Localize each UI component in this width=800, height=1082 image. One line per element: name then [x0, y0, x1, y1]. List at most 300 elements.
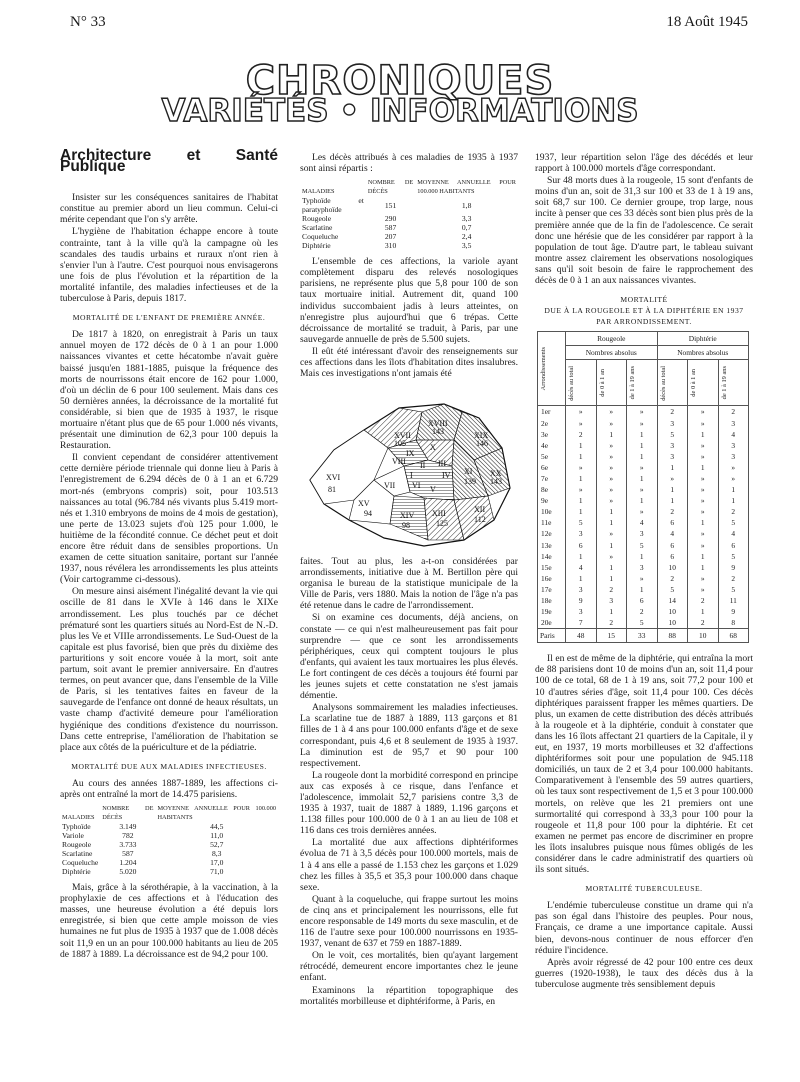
table-cell: 3 — [566, 528, 597, 539]
arrondissement-label: 14e — [538, 551, 566, 562]
map-value: 139 — [464, 477, 476, 486]
table-cell: » — [688, 451, 719, 462]
col-label: décès au total — [568, 365, 575, 401]
table-cell: 10 — [657, 562, 688, 573]
map-value: 105 — [394, 439, 406, 448]
total-cell: 48 — [566, 629, 597, 643]
total-cell: 68 — [718, 629, 749, 643]
table-cell: 1 — [657, 484, 688, 495]
table-cell: » — [688, 484, 719, 495]
table-row — [538, 495, 749, 506]
table-cell: 2 — [718, 573, 749, 584]
table-cell: 5 — [627, 617, 658, 629]
table-cell: 1 — [596, 606, 627, 617]
table-cell: 1 — [627, 440, 658, 451]
table-cell: » — [627, 484, 658, 495]
table-cell: 1 — [688, 551, 719, 562]
arrondissement-label: 9e — [538, 495, 566, 506]
col2-paragraph-1: L'ensemble de ces affections, la variole ayant complètement disparu des relevés nosologiques parisiens, ne représente plus que 5,8 pour 100 de son taux mortuaire initial. Autrement dit, quand 100 individus succombaient jadis à leurs atteintes, on n'enregistre plus aujourd'hui que 6 trépas. Cette décroissance de mortalité se traduit, à Paris, par une sauvegarde annuelle de près de 5.500 sujets. — [300, 256, 518, 345]
table-cell: 2 — [596, 617, 627, 629]
sub-nombres-diphterie: Nombres absolus — [657, 346, 749, 360]
column-1 — [60, 147, 278, 961]
arrondissement-label: 15e — [538, 562, 566, 573]
table-cell: » — [688, 440, 719, 451]
table-cell: 5.020 — [119, 867, 137, 877]
table-cell: » — [596, 551, 627, 562]
table-cell: 2 — [718, 506, 749, 517]
table-cell: 3 — [627, 528, 658, 539]
tb-paragraph-2: Après avoir régressé de 42 pour 100 entre ces deux guerres (1920-1938), le taux des décès dus à la tuberculose augmente très sensiblement depuis — [535, 956, 753, 990]
table-cell: » — [596, 528, 627, 539]
table-cell: 2 — [718, 406, 749, 418]
table-cell: 3 — [566, 606, 597, 617]
map-label: XIII — [432, 509, 446, 518]
table-cell: 1 — [627, 551, 658, 562]
table-cell: 1 — [566, 495, 597, 506]
col-label: décès au total — [659, 365, 667, 401]
table-cell: 6 — [566, 540, 597, 551]
col2-after-map-8: Examinons la répartition topographique des mortalités morbilleuse et diphtériforme, à Paris, en — [300, 984, 518, 1007]
table-cell: » — [688, 418, 719, 429]
table-cell: 3 — [718, 440, 749, 451]
table-header: MOYENNE ANNUELLE POUR 100.000 HABITANTS — [417, 179, 516, 196]
table-cell: 1 — [596, 506, 627, 517]
map-label: XVIII — [428, 419, 448, 428]
table-cell: 1 — [718, 484, 749, 495]
table-cell: 1 — [596, 429, 627, 440]
table-row — [538, 617, 749, 629]
table-cell: Coqueluche — [62, 858, 99, 868]
table-cell: Coqueluche — [302, 232, 339, 242]
table-cell: 8,3 — [211, 849, 222, 859]
group-diphterie: Diphtérie — [657, 332, 749, 346]
masthead-varietes: VARIÉTÉS • INFORMATIONS — [161, 93, 639, 129]
table-cell: 1 — [566, 473, 597, 484]
table-cell: 3 — [627, 562, 658, 573]
table-cell: 1 — [566, 551, 597, 562]
table-row — [538, 418, 749, 429]
col3-after-table: Il en est de même de la diphtérie, qui entraîna la mort de 88 parisiens dont 10 de moins d'un an, soit 11,4 pour 100 de ce total, 68 de 1 à 19 ans, soit 77,2 pour 100 et 10 d'autres séries d'âge, soit 11,4 pour 100. Ces décès diphtériques paraissent frapper les mêmes quartiers. De plus, un examen de cette distribution des décès attribués à la rougeole et à la diphtérie, conduit à constater que dans les 16 îlots affectant 21 quartiers de la Capitale, il y eut, en 1937, 19 morts morbilleuses et 32 d'affections diphtériformes soit pour une population de 945.118 domiciliés, un taux de 2 et 3,4 pour 100.000 habitants. Comparativement à l'ensemble des 59 autres quartiers, où les taux sont respectivement de 1,5 et 3 pour 100.000 mortels, on relève que les 21 premiers ont une surmortalité qui correspond à 33,3 pour 100 pour la rougeole et 11,8 pour 100 pour la diphtérie. Et cet examen ne permet pas encore de discriminer en propre les îlots insalubres puisque nous fûmes obligés de les considérer dans le cadre administratif des quartiers où ils sont situés. — [535, 653, 753, 876]
table-cell: » — [688, 528, 719, 539]
intro-paragraph-2: L'hygiène de l'habitation échappe encore à toute contrainte, tant à la ville qu'à la campagne où les scandales des taudis urbains et ruraux n'ont rien à s'envier l'un à l'autre. C'est pourquoi nous envisagerons une fois de plus l'évolution et la répartition de la mortalité infantile, des maladies infectieuses et de la tuberculose à Paris, depuis 1817. — [60, 226, 278, 305]
table-cell: 2 — [596, 584, 627, 595]
table-cell: 1 — [718, 495, 749, 506]
table-cell: » — [627, 418, 658, 429]
table-cell: » — [688, 584, 719, 595]
table-cell: 1 — [566, 440, 597, 451]
table-cell: 9 — [718, 606, 749, 617]
table-cell: 1 — [566, 506, 597, 517]
table-cell: » — [566, 418, 597, 429]
map-value: 146 — [476, 439, 488, 448]
col-label: de 0 à 1 an — [690, 369, 697, 397]
table-cell: 1 — [627, 584, 658, 595]
table-cell: Typhoïde — [62, 822, 91, 832]
section-heading-infectious: MORTALITÉ DUE AUX MALADIES INFECTIEUSES. — [71, 761, 267, 771]
issue-date: 18 Août 1945 — [666, 14, 748, 30]
col-arrondissements: Arrondissements — [540, 347, 547, 391]
table-cell: » — [627, 462, 658, 473]
map-value: 143 — [432, 427, 444, 436]
infectious-paragraph: Au cours des années 1887-1889, les affections ci-après ont entraîné la mort de 14.475 parisiens. — [60, 777, 278, 800]
table-cell: 7 — [566, 617, 597, 629]
table-cell: 1 — [688, 462, 719, 473]
table-cell: 2 — [657, 573, 688, 584]
table-1887-1889 — [60, 804, 278, 876]
map-label: VI — [412, 481, 421, 490]
table-cell: 1 — [688, 562, 719, 573]
map-label: XX — [490, 469, 502, 478]
table-row — [538, 573, 749, 584]
column-2-top — [300, 152, 518, 380]
map-value: 112 — [474, 515, 486, 524]
arrondissement-label: 2e — [538, 418, 566, 429]
table-cell: 4 — [718, 429, 749, 440]
table-cell: 5 — [657, 584, 688, 595]
table-header: NOMBRE DE DÉCÈS — [102, 805, 154, 822]
table-row — [538, 528, 749, 539]
table-cell: 290 — [384, 214, 397, 224]
map-label: VII — [384, 481, 396, 490]
arrondissement-label: 6e — [538, 462, 566, 473]
table-row — [300, 232, 518, 241]
table-row — [300, 241, 518, 250]
table-cell: 782 — [122, 831, 134, 841]
table-cell: » — [688, 495, 719, 506]
table-cell: 2 — [627, 606, 658, 617]
total-row — [538, 629, 749, 643]
table-cell: » — [596, 406, 627, 418]
table-cell: 1 — [657, 495, 688, 506]
map-label: IX — [406, 449, 415, 458]
total-cell: 33 — [627, 629, 658, 643]
table-cell: 3 — [566, 584, 597, 595]
arrondissement-label: 4e — [538, 440, 566, 451]
arrondissement-label: 17e — [538, 584, 566, 595]
table-title-line-2: DUE À LA ROUGEOLE ET À LA DIPHTÉRIE EN 1937 — [544, 306, 744, 316]
table-cell: » — [688, 540, 719, 551]
intro-paragraph-1: Insister sur les conséquences sanitaires de l'habitat constitue au premier abord un lieu commun. Celui-ci mérite cependant que l'on s'y arrête. — [60, 192, 278, 226]
col2-after-map-1: faites. Tout au plus, les a-t-on considérées par arrondissements, initiative due à M. Bertillon père qui organisa le bureau de la statistique municipale de la Ville de Paris, vers 1880. Mais la notion de l'âge n'a pas été retenue dans le cadre de l'arrondissement. — [300, 556, 518, 612]
infant-paragraph-3: On mesure ainsi aisément l'inégalité devant la vie qui oscille de 81 dans le XVIe à 146 dans le XIXe arrondissement. Les plus touchés par ce déchet prématuré sont les quartiers situés au Nord-Est de N.-D. plus les Ve et VIIIe arrondissements. Le Sud-Ouest de la capitale est plus favorisé, bien que près du dixième des parturitions y soit encore vouée à la mort, soit ante partum, soit avant le premier anniversaire. En d'autres termes, on peut avancer que, dans l'ensemble de la Ville de Paris, si les tentatives faites en faveur de la sauvegarde de l'enfance ont donné de heaux résultats, un vaste champ d'activité demeure pour l'amélioration hygiénique des conditions d'existence du nourrisson. Dans cette entreprise, l'amélioration de l'habitation se place aux côtés de la puériculture et de la pédiatrie. — [60, 586, 278, 753]
table-cell: 2 — [688, 617, 719, 629]
table-cell: » — [688, 473, 719, 484]
paris-cartogram — [304, 400, 516, 550]
table-cell: 1,8 — [461, 200, 472, 210]
arrondissement-label: 11e — [538, 517, 566, 528]
table-cell: 3.733 — [119, 840, 137, 850]
table-cell: 3 — [657, 440, 688, 451]
table-row — [538, 584, 749, 595]
table-row — [300, 214, 518, 223]
arrondissement-label: 20e — [538, 617, 566, 629]
table-cell: 2 — [657, 406, 688, 418]
table-cell: 6 — [657, 517, 688, 528]
table-cell: Scarlatine — [62, 849, 93, 859]
table-cell: 4 — [627, 517, 658, 528]
table-row — [60, 831, 278, 840]
table-cell: 3 — [657, 418, 688, 429]
table-cell: 52,7 — [210, 840, 224, 850]
arrondissement-label: 16e — [538, 573, 566, 584]
map-label: II — [420, 461, 426, 470]
table-cell: 587 — [384, 223, 397, 233]
table-cell: 1 — [596, 562, 627, 573]
col2-paragraph-2: Il eût été intéressant d'avoir des renseignements sur ces affections dans les îlots d'habitation dites insalubres. Mais ces investigations n'ont jamais été — [300, 345, 518, 380]
table-row — [538, 473, 749, 484]
table-cell: 9 — [566, 595, 597, 606]
section-heading-tuberculose: MORTALITÉ TUBERCULEUSE. — [585, 884, 703, 894]
table-row — [60, 858, 278, 867]
table-cell: 8 — [718, 617, 749, 629]
table-cell: 4 — [566, 562, 597, 573]
table-cell: 5 — [718, 517, 749, 528]
table-cell: » — [688, 506, 719, 517]
col2-intro: Les décès attribués à ces maladies de 1935 à 1937 sont ainsi répartis : — [300, 152, 518, 175]
table-cell: 1 — [566, 573, 597, 584]
arrondissement-label: 10e — [538, 506, 566, 517]
table-cell: » — [627, 506, 658, 517]
table-cell: 1 — [657, 462, 688, 473]
table-header: MOYENNE ANNUELLE POUR 100.000 HABITANTS — [157, 805, 276, 822]
total-cell: 88 — [657, 629, 688, 643]
table-cell: 17,0 — [210, 858, 224, 868]
table-cell: » — [718, 473, 749, 484]
map-label: X — [430, 443, 436, 452]
table-cell: 1 — [627, 451, 658, 462]
table-cell: 11 — [718, 595, 749, 606]
table-cell: » — [596, 462, 627, 473]
map-value: 94 — [364, 509, 372, 518]
table-cell: 4 — [718, 528, 749, 539]
arrondissement-label: 12e — [538, 528, 566, 539]
table-cell: Rougeole — [62, 840, 92, 850]
table-cell: 1 — [596, 517, 627, 528]
table-row — [60, 840, 278, 849]
table-cell: » — [627, 406, 658, 418]
table-cell: 3 — [657, 451, 688, 462]
table-cell: 6 — [718, 540, 749, 551]
table-row — [300, 223, 518, 232]
table-header: MALADIES — [62, 814, 95, 822]
table-header: MALADIES — [302, 188, 335, 196]
table-cell: » — [596, 473, 627, 484]
map-label: XIV — [400, 511, 415, 520]
map-label: V — [430, 485, 436, 494]
table-row — [60, 867, 278, 876]
table-cell: Rougeole — [302, 214, 332, 224]
table-row — [538, 562, 749, 573]
tb-paragraph-1: L'endémie tuberculeuse constitue un drame qui n'a pas son égal dans l'histoire des peuples. Pour nous, Français, ce drame a une importance capitale. Aussi bien, devons-nous continuer de nous efforcer d'en réduire l'incidence. — [535, 900, 753, 956]
table-row — [538, 517, 749, 528]
group-rougeole: Rougeole — [566, 332, 658, 346]
table-cell: 3 — [718, 451, 749, 462]
table-cell: 5 — [566, 517, 597, 528]
table-cell: Diphtérie — [62, 867, 91, 877]
total-cell: 15 — [596, 629, 627, 643]
table-cell: » — [627, 573, 658, 584]
col2-after-map-4: La rougeole dont la morbidité correspond en principe aux cas exposés à ce risque, dans l'enfance et l'adolescence, immolait 52,7 parisiens contre 3,3 de 1935 à 1937, tuait de 1887 à 1889, 1.196 garçons et 1.138 filles pour 100.000 de 0 à 1 an au lieu de 108 et 116 dans ces trois dernières années. — [300, 769, 518, 837]
table-cell: 44,5 — [210, 822, 224, 832]
table-1935-1937 — [300, 178, 518, 250]
col2-after-map-3: Analysons sommairement les maladies infectieuses. La scarlatine tue de 1887 à 1889, 113 garçons et 81 filles de 1 à 4 ans pour 100.000 enfants d'âge et de sexe correspondant, puis 4,6 et 8 seulement de 1935 à 1937. La diminution est de 95,7 et 90 pour 100 respectivement. — [300, 702, 518, 769]
table-cell: 2 — [657, 506, 688, 517]
table-cell: 71,0 — [210, 867, 224, 877]
table-cell: Variole — [62, 831, 84, 841]
table-cell: 207 — [384, 232, 397, 242]
total-label: Paris — [538, 629, 566, 643]
table-row — [60, 822, 278, 831]
table-cell: » — [718, 462, 749, 473]
table-row — [538, 551, 749, 562]
table-row — [538, 462, 749, 473]
sub-nombres-rougeole: Nombres absolus — [566, 346, 658, 360]
table-row — [538, 606, 749, 617]
table-cell: 9 — [718, 562, 749, 573]
table-header: NOMBRE DE DÉCÈS — [367, 179, 414, 196]
table-row — [538, 595, 749, 606]
table-cell: 11,0 — [210, 831, 224, 841]
table-cell: 3,5 — [461, 241, 472, 251]
map-label: XI — [464, 467, 473, 476]
col-label: de 1 à 19 ans — [629, 366, 636, 400]
table-row — [538, 540, 749, 551]
table-cell: 10 — [657, 617, 688, 629]
table-row — [300, 196, 518, 214]
table-cell: » — [688, 573, 719, 584]
table-cell: 5 — [627, 540, 658, 551]
table-row — [538, 484, 749, 495]
map-label: IV — [442, 471, 451, 480]
table-cell: Scarlatine — [302, 223, 333, 233]
table-cell: 1 — [596, 540, 627, 551]
table-cell: 151 — [384, 200, 397, 210]
table-row — [538, 440, 749, 451]
col-label: de 0 à 1 an — [598, 369, 606, 397]
table-cell: » — [596, 495, 627, 506]
table-row — [538, 506, 749, 517]
table-row — [538, 406, 749, 418]
arrondissement-label: 3e — [538, 429, 566, 440]
arrondissement-label: 1er — [538, 406, 566, 418]
table-cell: 2,4 — [461, 232, 472, 242]
map-label: XVII — [394, 431, 411, 440]
map-label: VIII — [392, 457, 406, 466]
total-cell: 10 — [688, 629, 719, 643]
rougeole-diphterie-table — [537, 331, 749, 643]
table-cell: » — [596, 484, 627, 495]
table-cell: 2 — [688, 595, 719, 606]
table-cell: 3 — [718, 418, 749, 429]
table-cell: 1 — [688, 517, 719, 528]
col2-after-map-6: Quant à la coqueluche, qui frappe surtout les moins de cinq ans et principalement les nourrissons, elle fut encore responsable de 149 morts du sexe masculin, et de 116 de l'autre sexe pour 100.000 nourrissons en 1935-1937, venant de 637 et 759 en 1887-1889. — [300, 893, 518, 950]
table-row — [538, 451, 749, 462]
map-label: XV — [358, 499, 370, 508]
map-value: 98 — [402, 521, 410, 530]
column-3 — [535, 152, 753, 991]
col2-after-map-5: La mortalité due aux affections diphtériformes évolua de 71 à 3,5 décès pour 100.000 mortels, mais de 1 à 4 ans elle a passé de 1.153 chez les garçons et 1.029 chez les filles à 35,5 et 35,3 pour 100.000 dans chaque sexe. — [300, 837, 518, 893]
table-cell: 10 — [657, 606, 688, 617]
table-title-line-3: PAR ARRONDISSEMENT. — [596, 317, 692, 327]
table-cell: » — [596, 418, 627, 429]
table-row — [60, 849, 278, 858]
table-cell: 1 — [596, 573, 627, 584]
arrondissement-label: 19e — [538, 606, 566, 617]
table-cell: 1 — [627, 429, 658, 440]
table-cell: 3.149 — [119, 822, 137, 832]
table-cell: » — [596, 451, 627, 462]
infant-paragraph-1: De 1817 à 1820, on enregistrait à Paris un taux annuel moyen de 172 décès de 0 à 1 an pour 1.000 naissances vivantes et cette hécatombe n'avait guère baissé jusqu'en 1881-1885, puisque la fréquence des morts de nourrissons était encore de 162 pour 1.000, d'où un déclin de 6 pour 100 seulement. Mais dans ces 50 dernières années, la décroissance de la mortalité fut considérable, si bien que de 1935 à 1937, le risque mortuaire n'étant plus que de 65 pour 1.000 nés vivants, présentait une diminution de 62,3 pour 100 depuis la Restauration. — [60, 329, 278, 452]
table-cell: 6 — [657, 540, 688, 551]
issue-number: N° 33 — [70, 14, 106, 30]
map-value: 143 — [490, 477, 502, 486]
table-cell: » — [596, 440, 627, 451]
map-label: III — [438, 459, 446, 468]
arrondissement-label: 5e — [538, 451, 566, 462]
table-cell: » — [657, 473, 688, 484]
table-cell: 1 — [627, 473, 658, 484]
map-label: I — [410, 471, 413, 480]
table-row — [538, 429, 749, 440]
map-label: XIX — [474, 431, 489, 440]
col2-after-map-2: Si on examine ces documents, déjà anciens, on constate — ce qui n'est malheureusement pas fait pour surprendre — que ce sont les arrondissements périphériques, ceux qui comptent toujours le plus d'enfants, qui avaient les taux mortuaires les plus élevés. Le fort contingent de ces décès a toujours été fourni par les jeunes sujets et cette constatation ne s'est jamais démentie. — [300, 612, 518, 702]
table-cell: 1 — [566, 451, 597, 462]
table-cell: 5 — [718, 584, 749, 595]
map-value: 125 — [436, 519, 448, 528]
table-cell: » — [688, 406, 719, 418]
map-label: XVI — [326, 473, 341, 482]
table-cell: 4 — [657, 528, 688, 539]
table-title-line-1: MORTALITÉ — [620, 295, 668, 305]
col2-after-map-7: On le voit, ces mortalités, bien qu'ayant largement rétrocédé, demeurent encore importantes chez le jeune enfant. — [300, 950, 518, 984]
table-cell: 3,3 — [461, 214, 472, 224]
table-body — [538, 406, 749, 629]
section-heading-infant: MORTALITÉ DE L'ENFANT DE PREMIÈRE ANNÉE. — [72, 313, 266, 323]
article-title: Architecture et Santé Publique — [60, 147, 278, 176]
table-cell: 310 — [384, 241, 397, 251]
map-value: 81 — [328, 485, 336, 494]
table-cell: 5 — [657, 429, 688, 440]
table-cell: 1.204 — [119, 858, 137, 868]
table-cell: » — [566, 406, 597, 418]
table-cell: 3 — [596, 595, 627, 606]
masthead-chroniques: CHRONIQUES — [245, 58, 555, 104]
table-cell: 2 — [566, 429, 597, 440]
arrondissement-label: 13e — [538, 540, 566, 551]
col3-paragraph-1: 1937, leur répartition selon l'âge des décédés et leur rapport à 100.000 mortels d'âge correspondant. — [535, 152, 753, 175]
table-cell: Diphtérie — [302, 241, 331, 251]
table-cell: 5 — [718, 551, 749, 562]
table-cell: » — [566, 462, 597, 473]
arrondissement-label: 7e — [538, 473, 566, 484]
map-label: XII — [474, 505, 486, 514]
table-cell: 0,7 — [461, 223, 472, 233]
table-cell: 1 — [688, 606, 719, 617]
table-cell: » — [566, 484, 597, 495]
infectious-after-paragraph: Mais, grâce à la sérothérapie, à la vaccination, à la prophylaxie de ces affections et à l'éducation des masses, une heureuse évolution a été depuis lors enregistrée, si bien que cette ample moisson de vies humaines ne fut plus de 1935 à 1937 que de 1.008 décès soit 11,9 en un an pour 100.000 habitants au lieu de 205 de 1887 à 1889. La décroissance est de 94,2 pour 100. — [60, 882, 278, 960]
table-cell: 6 — [627, 595, 658, 606]
arrondissement-label: 8e — [538, 484, 566, 495]
arrondissement-label: 18e — [538, 595, 566, 606]
table-cell: 14 — [657, 595, 688, 606]
table-cell: Typhoïde et paratyphoïde — [302, 196, 364, 215]
col3-paragraph-2: Sur 48 morts dues à la rougeole, 15 sont d'enfants de moins d'un an, soit de 31,3 sur 100 et 33 de 1 à 19 ans, soit 68,7 sur 100. Ce dernier groupe, trop large, nous incite à penser que ces 33 décès sont bien plus près de la première année que de la fin de l'adolescence. Ce serait donc une hérésie que de les considérer par rapport à la population de tout âge. D'autre part, le tableau suivant montre assez clairement les observations nosologiques sans qu'il soit besoin de faire le rapprochement des décès de 0 à 1 an aux naissances vivantes. — [535, 175, 753, 287]
table-cell: 1 — [688, 429, 719, 440]
table-cell: 1 — [627, 495, 658, 506]
col-label: de 1 à 19 ans — [720, 366, 728, 400]
column-2-bottom — [300, 556, 518, 1008]
table-cell: 587 — [122, 849, 134, 859]
